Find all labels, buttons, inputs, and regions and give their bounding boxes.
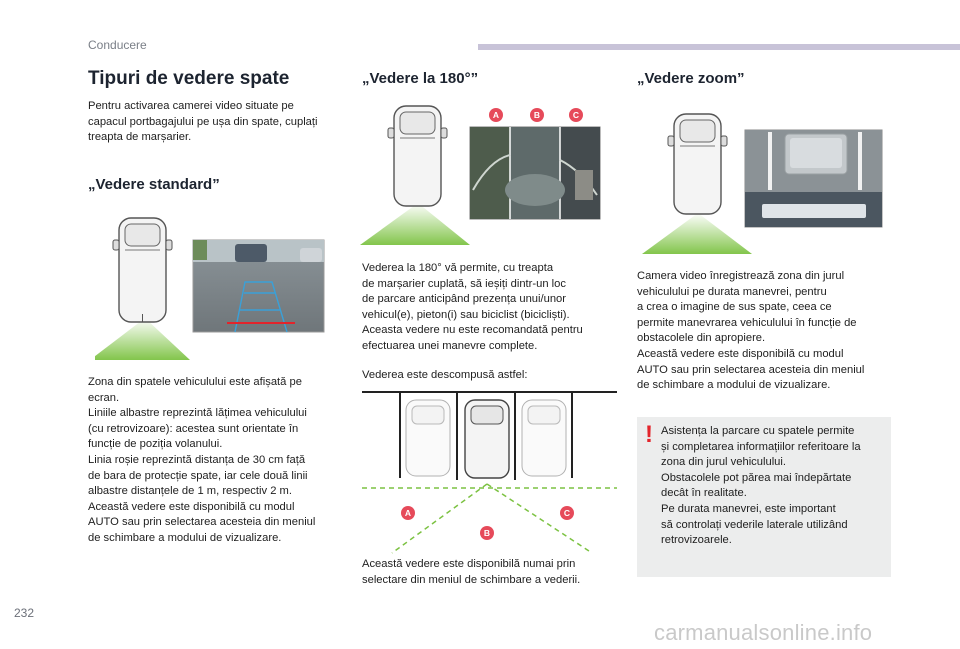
view-180-breakdown-label: Vederea este descompusă astfel: — [362, 369, 528, 381]
section-accent-bar — [478, 44, 960, 50]
van-top-view — [388, 106, 447, 206]
standard-view-text: Zona din spatele vehiculului este afișată pe ecran. Liniile albastre reprezintă lățimea vehiculului (cu retrovizoare): acestea sunt orientate în funcție de poziția volanului. Linia roșie reprezintă distanța de 30 cm față de bara de protecție spate, iar cele două linii albastre distanțele de 1 m, respectiv 2 m. Această vedere este disponibilă cu modul AUTO sau prin selectarea acesteia din meniul de schimbare a modului de vizualizare. — [88, 376, 316, 544]
standard-view-title: „Vedere standard” — [88, 176, 220, 193]
parked-van-left — [406, 400, 450, 476]
view-180-camera-image — [470, 127, 600, 219]
watermark: carmanualsonline.info — [654, 620, 873, 645]
view-boundary-line — [487, 484, 592, 553]
badge-a: A — [489, 108, 503, 122]
zoom-view-illustration — [640, 108, 885, 258]
standard-camera-image — [193, 240, 324, 332]
zoom-view-title: „Vedere zoom” — [637, 70, 745, 87]
parked-van-right — [522, 400, 566, 476]
van-top-view — [113, 218, 172, 322]
zoom-camera-image — [745, 130, 882, 227]
zoom-view-text: Camera video înregistrează zona din jurul vehiculului pe durata manevrei, pentru a crea o imagine de sus spate, ceea ce permite manevrarea vehiculului în funcție de obstacolele din apropiere. Această vedere este disponibilă cu modul AUTO sau prin selectarea acesteia din meniul de schimbare a modului de vizualizare. — [637, 270, 865, 392]
page-title: Tipuri de vedere spate — [88, 68, 290, 89]
section-label: Conducere — [88, 38, 147, 52]
intro-paragraph: Pentru activarea camerei video situate pe capacul portbagajului pe ușa din spate, cuplați treapta de marșarier. — [88, 100, 318, 144]
diagram-badge-b: B — [480, 526, 494, 540]
page-number: 232 — [14, 606, 35, 620]
reversing-van — [465, 400, 509, 478]
diagram-badge-a: A — [401, 506, 415, 520]
standard-view-illustration — [95, 210, 330, 370]
badge-c: C — [569, 108, 583, 122]
warning-icon: ! — [645, 421, 653, 448]
diagram-badge-c: C — [560, 506, 574, 520]
badge-b: B — [530, 108, 544, 122]
view-180-text: Vederea la 180° vă permite, cu treapta de marșarier cuplată, să ieșiți dintr-un loc de parcare anticipând prezența unui/unor vehicul(e), pieton(i) sau biciclist (bicicliști). Aceasta vedere nu este recomandată pentru efectuarea unei manevre complete. — [362, 262, 583, 352]
van-top-view — [668, 114, 727, 214]
warning-text: Asistența la parcare cu spatele permite și completarea informațiilor referitoare la zona din jurul vehiculului. Obstacolele pot părea mai îndepărtate decât în realitate. Pe durata manevrei, este important să controlați vederile laterale utilizând retrovizoarele. — [661, 425, 861, 547]
camera-field-cone — [642, 213, 752, 254]
view-180-title: „Vedere la 180°” — [362, 70, 479, 87]
camera-field-cone — [360, 203, 470, 245]
view-180-illustration — [360, 100, 605, 250]
camera-field-cone — [95, 318, 190, 360]
view-180-availability-text: Această vedere este disponibilă numai prin selectare din meniul de schimbare a vederii. — [362, 558, 581, 586]
